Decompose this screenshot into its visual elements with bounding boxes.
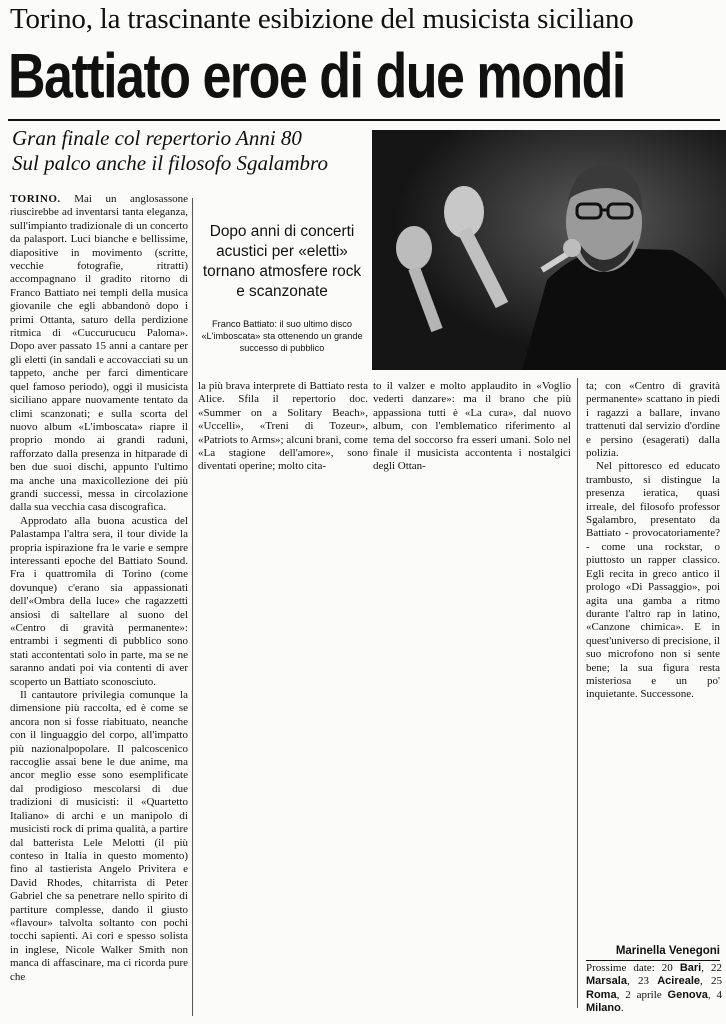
dateline: TORINO. (10, 193, 61, 205)
date-city: Milano (586, 1002, 621, 1015)
date-city: Marsala (586, 975, 627, 988)
date-day: 25 (711, 975, 722, 988)
lead-text: Mai un anglosassone riuscirebbe ad inventarsi tanta eleganza, sull'impianto tradizionale di un concerto da palasport. Luci bianche e bellissime, diapositive in movimento (scritte, vecchie fotografie, ritratti) accompagnano il gradito ritorno di Franco Battiato nei templi della musica giovanile che egli abbandonò dopo i primi Ottanta, saturo della perdizione ritmica di «Cuccurucucu Paloma». Dopo aver passato 15 anni a cantare per gli eletti (in sandali e accovacciati su un tappeto, anche per farci dimenticare quel famoso periodo), oggi il musicista siciliano appare nuovamente tentato da climi scanzonati; e sulla scorta del nuovo album «L'imboscata» riapre il proprio mondo ai grandi raduni, rafforzato dalla presenza in hitparade di ben due suoi dischi, appunto l'ultimo ma anche una maxicollezione dei più grandi successi, messa in circolazione dalla sua vecchia casa discografica. (10, 193, 188, 514)
date-city: Bari (679, 962, 702, 974)
paragraph-2: Approdato alla buona acustica del Palastampa l'altra sera, il tour divide la propria ispirazione fra le varie e sempre interessanti epoche del Battiato Sound. Fra i quattromila di Torino (come dovunque) c'erano sia appassionati dell'«Ombra della luce» che ragazzetti ansiosi di saltellare al suono del «Centro di gravità permanente»: entrambi i segmenti di pubblico sono stati accontentati solo in parte, ma se ne saranno andati poi via contenti di aver scoperto un Battiato sconosciuto. (10, 514, 188, 688)
photo-caption: Franco Battiato: il suo ultimo disco «L'imboscata» sta ottenendo un grande successo di pubblico (201, 319, 363, 353)
date-day: 2 aprile (625, 988, 662, 1001)
date-day: 23 (637, 975, 649, 988)
headline-rule (8, 119, 720, 121)
date-day: 22 (711, 962, 722, 974)
column-3 (373, 380, 571, 580)
column-1 (10, 193, 188, 1019)
col2-text: la più brava interprete di Battiato resta Alice. Sfila il repertorio doc. «Summer on a Solitary Beach», «Uccelli», «Treni di Tozeur», «Patriots to Arms»; alcuni brani, come «La stagione dell'amore», sono diventati operine; molto cita- (198, 380, 368, 473)
date-city: Roma (586, 988, 617, 1001)
byline-rule (586, 960, 720, 961)
musician-photo (372, 130, 726, 370)
paragraph-3: Il cantautore privilegia comunque la dimensione più raccolta, ed è come se ancora non si fosse riabituato, neanche con il linguaggio del corpo, all'impatto più nazionalpopolare. Il palcoscenico raccoglie assai bene le due anime, ma ancor meglio esse sono esemplificate dal prodigioso mescolarsi di due tradizioni di musicisti: il «Quartetto Italiano» di archi e un manipolo di musicisti rock di prima qualità, a partire dal batterista Lele Melotti (il più conteso in Italia in questo momento) fino al tastierista Angelo Privitera e David Rhodes, chitarrista di Peter Gabriel che sa penetrare nello spirito di partiture complesse, dando il giusto «flavour» talvolta soltanto con pochi tocchi sapienti. Ai cori e spesso solista in inglese, Nicole Walker Smith non manca di affascinare, ma ci ricorda pure che (10, 689, 188, 983)
article-photo (372, 130, 726, 370)
dates-label: Prossime date: (586, 962, 655, 974)
date-day: 4 (716, 988, 723, 1001)
subhead-1: Gran finale col repertorio Anni 80 (12, 126, 302, 150)
column-rule-1 (192, 198, 193, 1016)
column-rule-3 (577, 378, 578, 1008)
headline: Battiato eroe di due mondi (8, 41, 625, 112)
date-city: Acireale (657, 975, 701, 988)
lead-paragraph (10, 193, 188, 515)
byline: Marinella Venegoni (615, 945, 720, 957)
pull-quote: Dopo anni di concerti acustici per «eletti» tornano atmosfere rock e scanzonate (202, 223, 362, 300)
col4-paragraph-2: Nel pittoresco ed educato trambusto, si distingue la presenza ieratica, quasi irreale, del filosofo professor Sgalambro, presentato da Battiato - provocatoriamente? - come una rockstar, o piuttosto un rapper classico. Egli recita in greco antico il prologo «Di Passaggio», poi agita una gamba a ritmo durante l'altro rap in latino, «Canzone chimica». E in quest'universo di precisione, il suo microfono non si sente bene; la sua figura resta misteriosa e un po' inquietante. Successone. (586, 460, 720, 701)
date-city: Genova (667, 988, 708, 1001)
col3-text: to il valzer e molto applaudito in «Voglio vederti danzare»: ma il brano che più appassiona tutti è «La cura», dal nuovo album, con l'emblematico riferimento al tema del soccorso fra esseri umani. Solo nel finale il musicista accontenta i nostalgici degli Ottan- (373, 380, 571, 473)
col4-text: ta; con «Centro di gravità permanente» scattano in piedi i ragazzi a ballare, invano trattenuti dal servizio d'ordine e persino (esagerati) dalla polizia. (586, 380, 720, 460)
tour-dates: Prossime date: 20 Bari, 22 Marsala, 23 Acireale, 25 Roma, 2 aprile Genova, 4 Milano. (586, 962, 723, 1015)
date-day: 20 (661, 962, 673, 974)
kicker: Torino, la trascinante esibizione del musicista siciliano (10, 3, 634, 35)
column-2 (198, 380, 368, 580)
column-4 (586, 380, 720, 940)
subhead-2: Sul palco anche il filosofo Sgalambro (12, 151, 328, 175)
